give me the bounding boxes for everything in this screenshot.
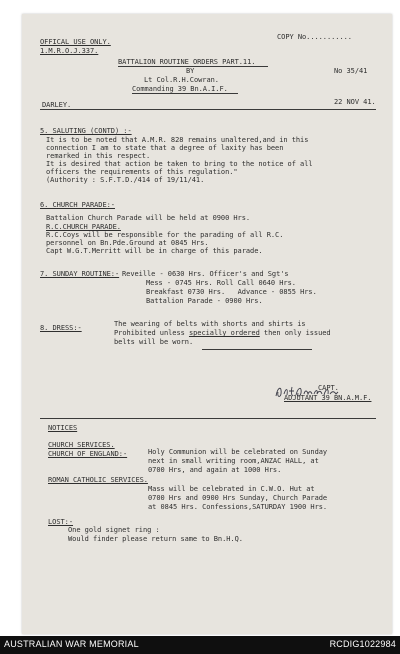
church-of-england-heading: CHURCH OF ENGLAND:- bbox=[48, 450, 128, 458]
section-8-line: The wearing of belts with shorts and shirts is bbox=[114, 320, 306, 328]
section-7-line: Mess - 0745 Hrs. Roll Call 0640 Hrs. bbox=[146, 279, 296, 287]
lost-heading: LOST:- bbox=[48, 518, 73, 526]
order-number: No 35/41 bbox=[334, 67, 368, 75]
church-of-england-line: next in small writing room,ANZAC HALL, at bbox=[148, 457, 319, 465]
section-6-line: R.C.Coys will be responsible for the parading of all R.C. bbox=[46, 231, 284, 239]
adjutant-title: ADJUTANT 39 BN.A.M.F. bbox=[284, 394, 372, 402]
by-line: BY bbox=[186, 67, 195, 75]
section-5-line: It is desired that action be taken to bring to the notice of all bbox=[46, 160, 313, 168]
section-5-line: connection I am to state that a degree of laxity has been bbox=[46, 144, 284, 152]
section-7-line: Battalion Parade - 0900 Hrs. bbox=[146, 297, 263, 305]
unit-underline bbox=[132, 93, 238, 94]
section-divider bbox=[202, 349, 312, 350]
section-5-line: remarked in this respect. bbox=[46, 152, 151, 160]
signature-rank: CAPT. bbox=[318, 384, 339, 392]
section-6-heading: 6. CHURCH PARADE:- bbox=[40, 201, 115, 209]
roman-catholic-line: Mass will be celebrated in C.W.O. Hut at bbox=[148, 485, 315, 493]
section-8-heading: 8. DRESS:- bbox=[40, 324, 82, 332]
section-6-line: personnel on Bn.Pde.Ground at 0845 Hrs. bbox=[46, 239, 209, 247]
section-5-line: officers the requirements of this regulation." bbox=[46, 168, 238, 176]
church-of-england-line: 0700 Hrs, and again at 1000 Hrs. bbox=[148, 466, 282, 474]
section-7-line: Reveille - 0630 Hrs. Officer's and Sgt's bbox=[122, 270, 289, 278]
roman-catholic-heading: ROMAN CATHOLIC SERVICES. bbox=[48, 476, 148, 484]
section-8-text: Prohibited unless bbox=[114, 329, 189, 337]
lost-line: Would finder please return same to Bn.H.Q. bbox=[68, 535, 243, 543]
section-7-line: Breakfast 0730 Hrs. Advance - 0855 Hrs. bbox=[146, 288, 317, 296]
church-services-heading: CHURCH SERVICES. bbox=[48, 441, 115, 449]
footer-record-id: RCDIG1022984 bbox=[329, 639, 396, 649]
document-title: BATTALION ROUTINE ORDERS PART.11. bbox=[118, 58, 256, 66]
order-date: 22 NOV 41. bbox=[334, 98, 376, 106]
section-5-line: It is to be noted that A.M.R. 828 remains unaltered,and in this bbox=[46, 136, 309, 144]
place-name: DARLEY. bbox=[42, 101, 72, 109]
section-8-line: belts will be worn. bbox=[114, 338, 194, 346]
section-5-line: (Authority : S.F.T.D./414 of 19/11/41. bbox=[46, 176, 205, 184]
notices-divider bbox=[40, 418, 376, 419]
footer-institution: AUSTRALIAN WAR MEMORIAL bbox=[4, 639, 139, 649]
roman-catholic-line: at 0845 Hrs. Confessions,SATURDAY 1900 Hrs. bbox=[148, 503, 328, 511]
copy-number: COPY No........... bbox=[277, 33, 352, 41]
notices-heading: NOTICES bbox=[48, 424, 78, 432]
church-of-england-line: Holy Communion will be celebrated on Sunday bbox=[148, 448, 328, 456]
commander-name: Lt Col.R.H.Cowran. bbox=[144, 76, 219, 84]
roman-catholic-line: 0700 Hrs and 0900 Hrs Sunday, Church Parade bbox=[148, 494, 328, 502]
lost-line: One gold signet ring : bbox=[68, 526, 160, 534]
section-6-line: Battalion Church Parade will be held at 0900 Hrs. bbox=[46, 214, 251, 222]
header-divider bbox=[40, 109, 376, 110]
section-8-emphasis: specially ordered bbox=[188, 329, 260, 337]
document-page bbox=[22, 14, 392, 634]
section-5-heading: 5. SALUTING (CONTD) :- bbox=[40, 127, 132, 135]
section-8-text: then only issued bbox=[259, 329, 331, 337]
section-6-line: Capt W.G.T.Merritt will be in charge of this parade. bbox=[46, 247, 263, 255]
archive-footer bbox=[0, 636, 400, 654]
reference-number: 1.M.R.O.J.337. bbox=[40, 47, 99, 55]
section-7-heading: 7. SUNDAY ROUTINE:- bbox=[40, 270, 120, 278]
section-8-line bbox=[114, 329, 331, 337]
command-unit: Commanding 39 Bn.A.I.F. bbox=[132, 85, 228, 93]
official-use-label: OFFICAL USE ONLY. bbox=[40, 38, 111, 46]
section-6-subheading: R.C.CHURCH PARADE. bbox=[46, 223, 121, 231]
